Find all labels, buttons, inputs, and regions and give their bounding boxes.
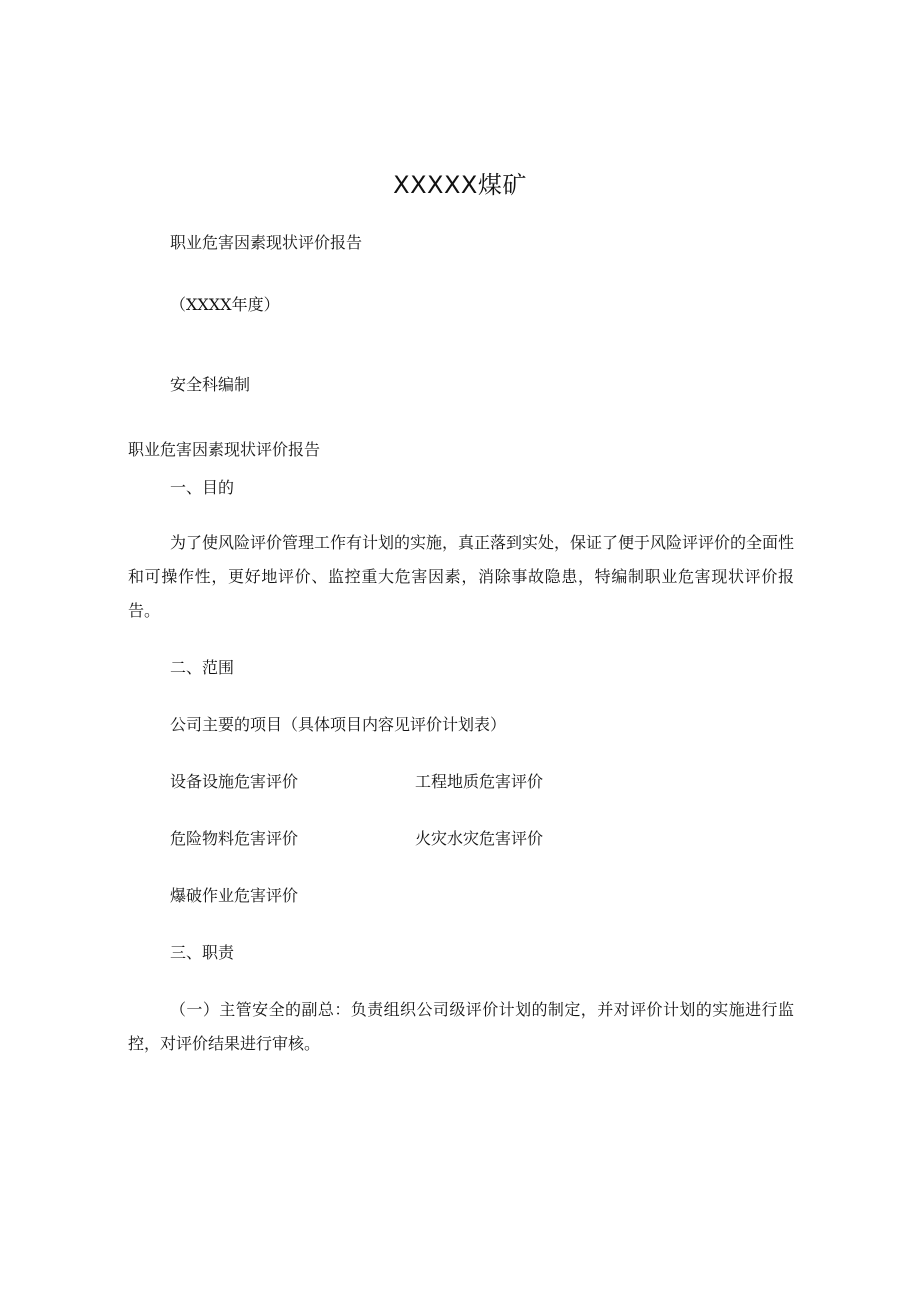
section-3-item-1: （一）主管安全的副总：负责组织公司级评价计划的制定，并对评价计划的实施进行监控，对评价结果进行审核。 <box>128 1000 794 1053</box>
scope-item: 设备设施危害评价 <box>170 772 299 791</box>
section-2-title: 二、范围 <box>170 658 235 677</box>
company-title: XXXXX煤矿 <box>393 171 527 199</box>
scope-item: 火灾水灾危害评价 <box>415 829 544 848</box>
section-1-paragraph: 为了使风险评价管理工作有计划的实施，真正落到实处，保证了便于风险评评价的全面性和可操作性，更好地评价、监控重大危害因素，消除事故隐患，特编制职业危害现状评价报告。 <box>128 533 795 620</box>
section-2-intro: 公司主要的项目（具体项目内容见评价计划表） <box>170 715 507 734</box>
cover-report-title: 职业危害因素现状评价报告 <box>170 233 363 252</box>
scope-item: 危险物料危害评价 <box>170 829 299 848</box>
section-1-title: 一、目的 <box>170 478 235 497</box>
cover-compiler: 安全科编制 <box>170 375 251 394</box>
scope-item: 工程地质危害评价 <box>415 772 544 791</box>
scope-item: 爆破作业危害评价 <box>170 886 299 905</box>
body-heading: 职业危害因素现状评价报告 <box>128 440 321 459</box>
section-3-title: 三、职责 <box>170 943 235 962</box>
cover-year: （XXXX年度） <box>170 295 280 314</box>
